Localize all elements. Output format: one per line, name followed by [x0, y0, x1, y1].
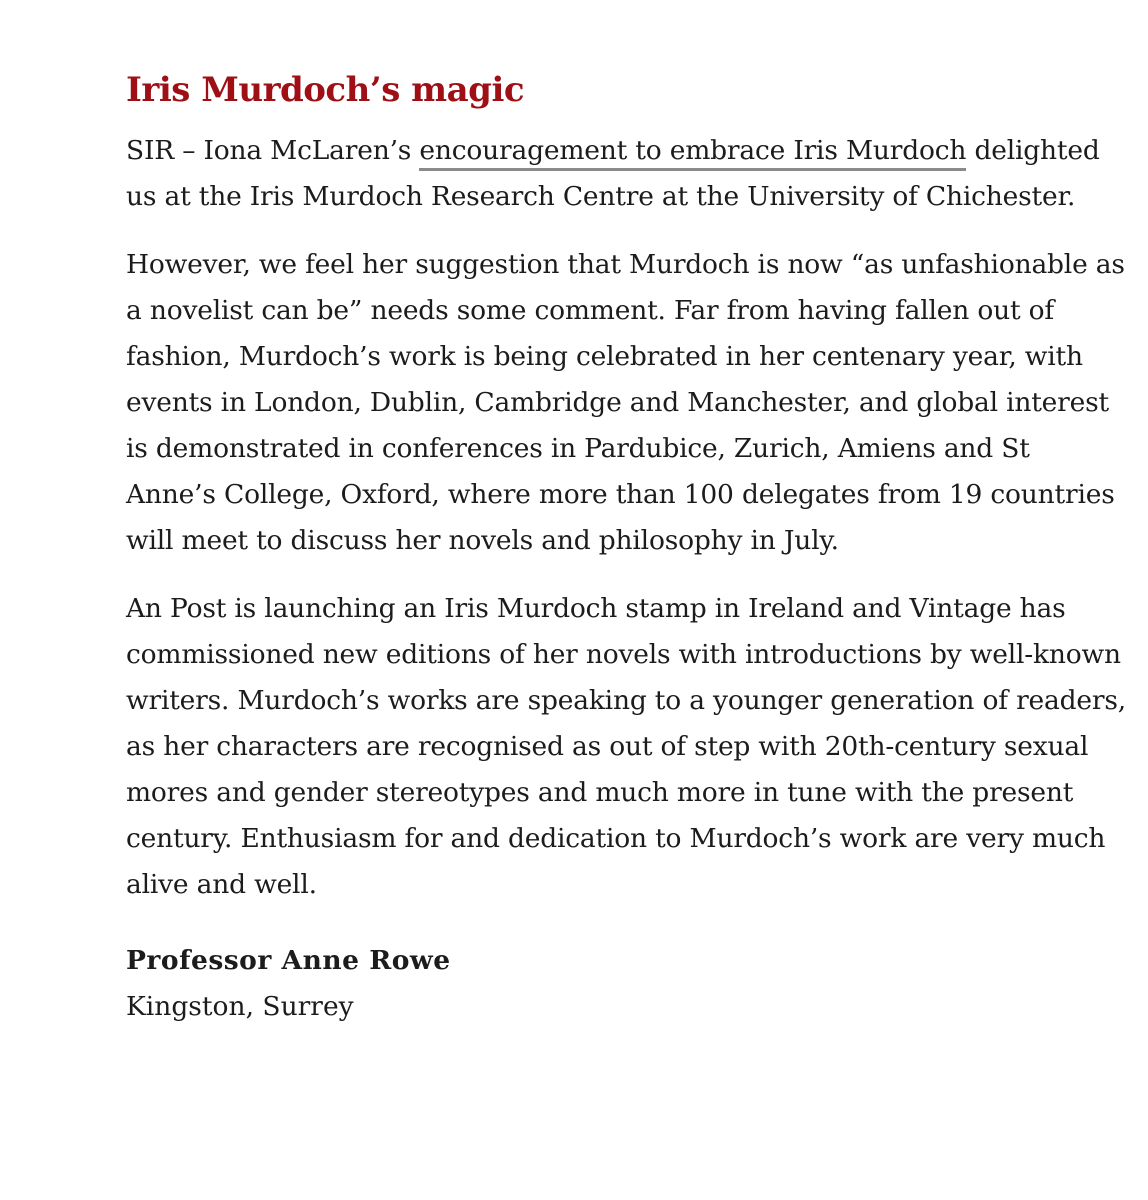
paragraph-2: However, we feel her suggestion that Murdoch is now “as unfashionable as a novelist can be” needs some comment. Far from having fallen out of fashion, Murdoch’s work is being celebrated in her centenary year, with events in London, Dublin, Cambridge and Manchester, and global interest is demonstrated in conferences in Pardubice, Zurich, Amiens and St Anne’s College, Oxford, where more than 100 delegates from 19 countries will meet to discuss her novels and philosophy in July. — [126, 249, 1125, 556]
article-link[interactable]: encouragement to embrace Iris Murdoch — [419, 135, 966, 171]
paragraph-1 — [126, 128, 1126, 220]
signature-name: Professor Anne Rowe — [126, 945, 451, 976]
paragraph-1-suffix: delighted us at the Iris Murdoch Research Centre at the University of Chichester. — [126, 135, 1100, 212]
letter — [126, 62, 1126, 1030]
paragraph-3: An Post is launching an Iris Murdoch stamp in Ireland and Vintage has commissioned new editions of her novels with introductions by well-known writers. Murdoch’s works are speaking to a younger generation of readers, as her characters are recognised as out of step with 20th-century sexual mores and gender stereotypes and much more in tune with the present century. Enthusiasm for and dedication to Murdoch’s work are very much alive and well. — [126, 593, 1126, 900]
headline: Iris Murdoch’s magic — [126, 70, 525, 110]
paragraph-1-prefix: SIR – Iona McLaren’s — [126, 135, 420, 166]
signature-location: Kingston, Surrey — [126, 991, 354, 1022]
